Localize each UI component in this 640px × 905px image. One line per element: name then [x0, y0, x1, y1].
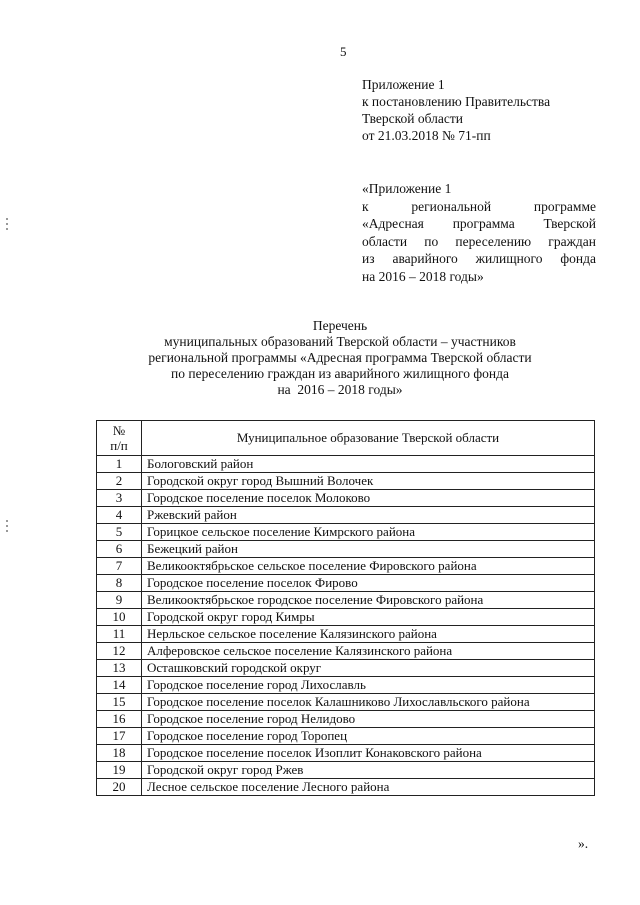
- municipality-name: Алферовское сельское поселение Калязинского района: [142, 643, 595, 660]
- table-row: [97, 609, 595, 626]
- column-header-name: Муниципальное образование Тверской области: [142, 421, 595, 456]
- title-line: на 2016 – 2018 годы»: [277, 382, 403, 397]
- row-number: 19: [97, 762, 142, 779]
- municipality-name: Городское поселение поселок Молоково: [142, 490, 595, 507]
- table-row: [97, 660, 595, 677]
- row-number: 17: [97, 728, 142, 745]
- municipality-name: Лесное сельское поселение Лесного района: [142, 779, 595, 796]
- row-number: 4: [97, 507, 142, 524]
- scan-edge-mark-top: [6, 218, 8, 232]
- municipality-name: Бежецкий район: [142, 541, 595, 558]
- municipalities-table: [96, 420, 595, 796]
- municipality-name: Городское поселение поселок Изоплит Конаковского района: [142, 745, 595, 762]
- closing-quote-mark: ».: [578, 836, 589, 851]
- title-line: Перечень: [312, 318, 368, 333]
- table-header-row: [97, 421, 595, 456]
- row-number: 14: [97, 677, 142, 694]
- document-title: [100, 318, 580, 398]
- program-appendix-line: области по переселению граждан: [362, 233, 596, 249]
- table-row: [97, 762, 595, 779]
- appendix-header: [362, 76, 550, 144]
- row-number: 5: [97, 524, 142, 541]
- column-header-number: [97, 421, 142, 456]
- municipality-name: Городской округ город Ржев: [142, 762, 595, 779]
- title-line: региональной программы «Адресная программа Тверской области: [148, 350, 532, 365]
- table-row: [97, 677, 595, 694]
- row-number: 3: [97, 490, 142, 507]
- row-number: 18: [97, 745, 142, 762]
- municipality-name: Городское поселение поселок Калашниково Лихославльского района: [142, 694, 595, 711]
- table-row: [97, 643, 595, 660]
- row-number: 2: [97, 473, 142, 490]
- program-appendix-line: на 2016 – 2018 годы»: [362, 268, 484, 284]
- program-appendix-line: «Адресная программа Тверской: [362, 216, 596, 231]
- row-number: 16: [97, 711, 142, 728]
- table-row: [97, 592, 595, 609]
- row-number: 1: [97, 456, 142, 473]
- municipality-name: Горицкое сельское поселение Кимрского района: [142, 524, 595, 541]
- page-number: 5: [340, 44, 347, 59]
- municipality-name: Нерльское сельское поселение Калязинского района: [142, 626, 595, 643]
- row-number: 15: [97, 694, 142, 711]
- appendix-header-line: к постановлению Правительства: [362, 94, 551, 109]
- program-appendix-header: [362, 180, 596, 285]
- title-line: по переселению граждан из аварийного жилищного фонда: [171, 366, 509, 381]
- appendix-header-line: от 21.03.2018 № 71-пп: [362, 128, 491, 143]
- row-number: 11: [97, 626, 142, 643]
- municipality-name: Ржевский район: [142, 507, 595, 524]
- title-line: муниципальных образований Тверской области – участников: [164, 334, 516, 349]
- column-header-number-line1: №: [112, 423, 126, 438]
- municipality-name: Городской округ город Вышний Волочек: [142, 473, 595, 490]
- appendix-header-line: Приложение 1: [362, 77, 445, 92]
- municipality-name: Великооктябрьское сельское поселение Фировского района: [142, 558, 595, 575]
- table-row: [97, 524, 595, 541]
- column-header-number-line2: п/п: [110, 438, 128, 453]
- row-number: 20: [97, 779, 142, 796]
- table-row: [97, 626, 595, 643]
- table-row: [97, 541, 595, 558]
- municipality-name: Великооктябрьское городское поселение Фировского района: [142, 592, 595, 609]
- row-number: 13: [97, 660, 142, 677]
- municipality-name: Осташковский городской округ: [142, 660, 595, 677]
- table-row: [97, 456, 595, 473]
- table-row: [97, 507, 595, 524]
- municipality-name: Городское поселение поселок Фирово: [142, 575, 595, 592]
- table-row: [97, 745, 595, 762]
- row-number: 7: [97, 558, 142, 575]
- table-row: [97, 728, 595, 745]
- appendix-header-line: Тверской области: [362, 111, 463, 126]
- row-number: 10: [97, 609, 142, 626]
- table-body: [97, 456, 595, 796]
- municipality-name: Городское поселение город Лихославль: [142, 677, 595, 694]
- program-appendix-line: «Приложение 1: [362, 181, 452, 196]
- program-appendix-line: из аварийного жилищного фонда: [362, 251, 596, 266]
- table-row: [97, 711, 595, 728]
- table-row: [97, 490, 595, 507]
- program-appendix-line: к региональной программе: [362, 198, 596, 214]
- table-row: [97, 558, 595, 575]
- row-number: 12: [97, 643, 142, 660]
- municipality-name: Бологовский район: [142, 456, 595, 473]
- municipality-name: Городской округ город Кимры: [142, 609, 595, 626]
- table-row: [97, 575, 595, 592]
- table-row: [97, 694, 595, 711]
- row-number: 9: [97, 592, 142, 609]
- row-number: 8: [97, 575, 142, 592]
- table-row: [97, 779, 595, 796]
- scan-edge-mark-middle: [6, 520, 8, 534]
- municipality-name: Городское поселение город Торопец: [142, 728, 595, 745]
- table-row: [97, 473, 595, 490]
- row-number: 6: [97, 541, 142, 558]
- municipality-name: Городское поселение город Нелидово: [142, 711, 595, 728]
